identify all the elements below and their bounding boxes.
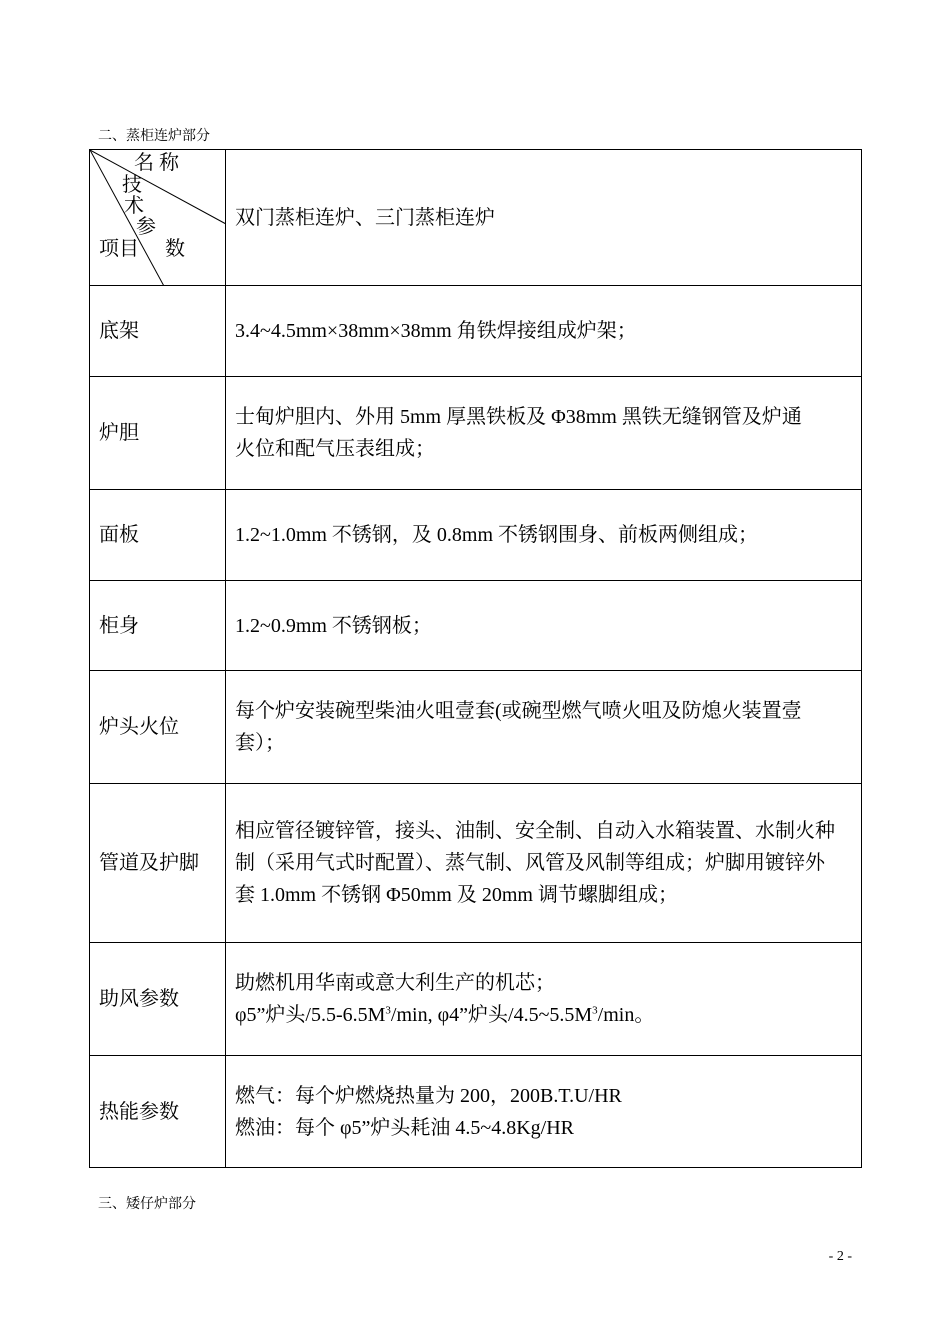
table-row bbox=[90, 784, 862, 943]
row-label: 柜身 bbox=[90, 581, 226, 671]
header-label-name: 名 称 bbox=[134, 152, 179, 174]
row-label: 面板 bbox=[90, 490, 226, 581]
row-label: 炉头火位 bbox=[90, 671, 226, 784]
row-label: 炉胆 bbox=[90, 377, 226, 490]
table-row bbox=[90, 490, 862, 581]
header-label-shu: 术 bbox=[124, 195, 144, 217]
diagonal-header-cell bbox=[90, 150, 226, 286]
row-value: 燃气：每个炉燃烧热量为 200，200B.T.U/HR 燃油：每个 φ5”炉头耗油 4.5~4.8Kg/HR bbox=[226, 1056, 862, 1168]
table-row bbox=[90, 377, 862, 490]
row-value: 每个炉安装碗型柴油火咀壹套(或碗型燃气喷火咀及防熄火装置壹 套）； bbox=[226, 671, 862, 784]
table-header-row bbox=[90, 150, 862, 286]
header-label-tech: 技 bbox=[122, 174, 142, 196]
section-title: 三、矮仔炉部分 bbox=[98, 1197, 196, 1212]
row-value: 相应管径镀锌管，接头、油制、安全制、自动入水箱装置、水制火种 制（采用气式时配置）、蒸气制、风管及风制等组成；炉脚用镀锌外 套 1.0mm 不锈钢 Φ50mm 及 20mm 调节螺脚组成； bbox=[226, 784, 862, 943]
header-label-shu2: 数 bbox=[165, 238, 185, 260]
page-number: - 2 - bbox=[828, 1249, 852, 1264]
header-label-can: 参 bbox=[136, 216, 156, 238]
row-label: 管道及护脚 bbox=[90, 784, 226, 943]
row-value: 1.2~1.0mm 不锈钢，及 0.8mm 不锈钢围身、前板两侧组成； bbox=[226, 490, 862, 581]
row-label: 助风参数 bbox=[90, 943, 226, 1056]
row-value: 助燃机用华南或意大利生产的机芯； φ5”炉头$/5.5-6.5M^3/\min$, φ4”炉头$/4.5\sim 5.5M^3/\min$。 bbox=[226, 943, 862, 1056]
product-name-cell bbox=[226, 150, 862, 286]
section-title: 二、蒸柜连炉部分 bbox=[98, 129, 210, 144]
row-value: 士甸炉胆内、外用 5mm 厚黑铁板及 Φ38mm 黑铁无缝钢管及炉通 火位和配气压表组成； bbox=[226, 377, 862, 490]
table-row bbox=[90, 1056, 862, 1168]
table-row bbox=[90, 286, 862, 377]
row-value: 3.4~4.5mm×38mm×38mm 角铁焊接组成炉架； bbox=[226, 286, 862, 377]
row-value: 1.2~0.9mm 不锈钢板； bbox=[226, 581, 862, 671]
table-row bbox=[90, 943, 862, 1056]
table-row bbox=[90, 671, 862, 784]
table-row bbox=[90, 581, 862, 671]
header-label-item: 项目 bbox=[99, 238, 139, 260]
row-label: 热能参数 bbox=[90, 1056, 226, 1168]
product-name: 双门蒸柜连炉、三门蒸柜连炉 bbox=[235, 206, 495, 229]
row-label: 底架 bbox=[90, 286, 226, 377]
spec-table bbox=[89, 149, 862, 1168]
